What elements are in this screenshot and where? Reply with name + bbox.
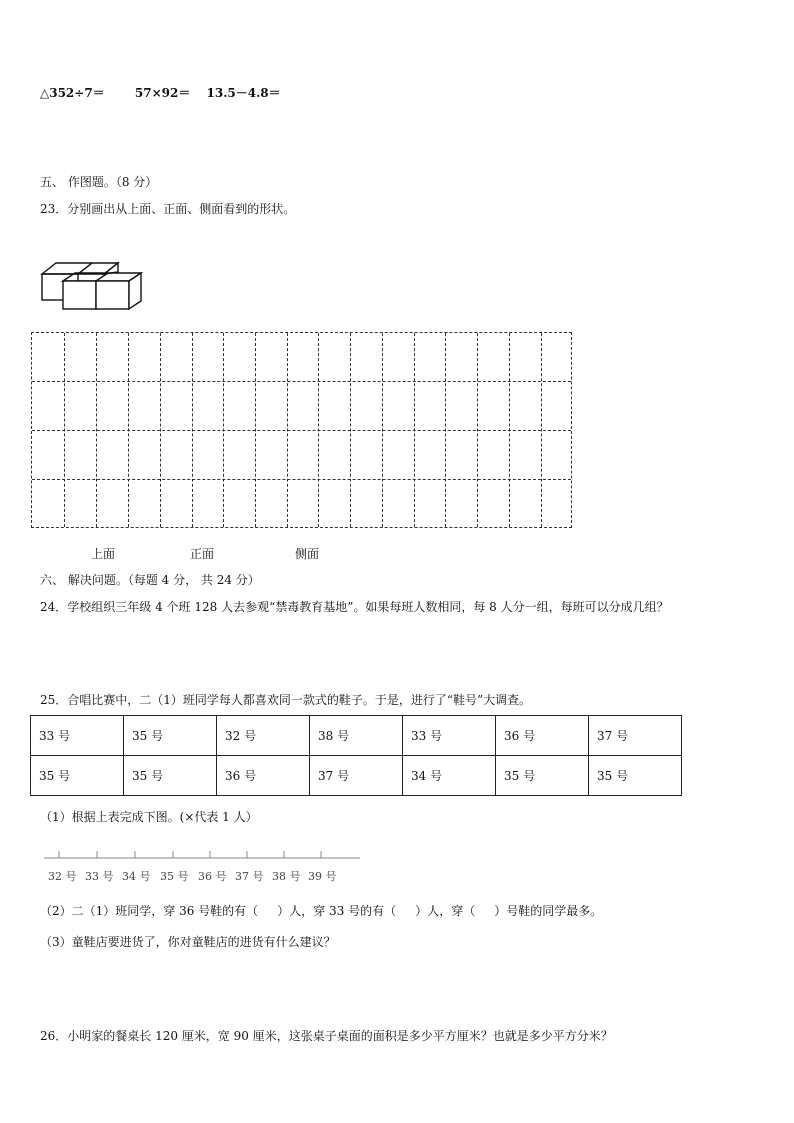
question-25-sub2: （2）二（1）班同学，穿 36 号鞋的有（ ）人，穿 33 号的有（ ）人，穿（ ）号鞋的同学最多。 (40, 904, 603, 918)
section-6-heading: 六、 解决问题。（每题 4 分， 共 24 分） (40, 573, 260, 587)
calc-item-1: △352÷7＝ (40, 86, 105, 100)
table-cell: 37 号 (310, 756, 403, 796)
number-line (44, 848, 364, 862)
table-cell: 34 号 (403, 756, 496, 796)
table-cell: 35 号 (496, 756, 589, 796)
tick-label: 35 号 (160, 870, 189, 883)
table-row (31, 756, 682, 796)
cube-figure (38, 258, 144, 312)
tick-label: 32 号 (48, 870, 77, 883)
table-cell: 35 号 (589, 756, 682, 796)
calc-item-2: 57×92＝ (134, 86, 191, 100)
table-cell: 33 号 (31, 716, 124, 756)
question-26-text: 26．小明家的餐桌长 120 厘米，宽 90 厘米，这张桌子桌面的面积是多少平方厘米？也就是多少平方分米？ (40, 1029, 613, 1043)
tick-label: 38 号 (272, 870, 301, 883)
table-cell: 38 号 (310, 716, 403, 756)
question-23-text: 23．分别画出从上面、正面、侧面看到的形状。 (40, 202, 296, 216)
label-top-view: 上面 (91, 547, 116, 561)
label-side-view: 侧面 (295, 547, 320, 561)
table-cell: 36 号 (217, 756, 310, 796)
question-24-text: 24．学校组织三年级 4 个班 128 人去参观“禁毒教育基地”。如果每班人数相同，每 8 人分一组，每班可以分成几组？ (40, 600, 669, 614)
table-cell: 36 号 (496, 716, 589, 756)
shoe-size-table (30, 715, 682, 796)
table-row (31, 716, 682, 756)
table-cell: 32 号 (217, 716, 310, 756)
table-cell: 35 号 (124, 756, 217, 796)
table-cell: 35 号 (124, 716, 217, 756)
calc-item-3: 13.5－4.8＝ (206, 86, 281, 100)
question-25-sub3: （3）童鞋店要进货了，你对童鞋店的进货有什么建议？ (40, 935, 336, 949)
question-25-sub1: （1）根据上表完成下图。(×代表 1 人） (40, 810, 258, 824)
tick-label: 36 号 (198, 870, 227, 883)
table-cell: 35 号 (31, 756, 124, 796)
tick-label: 33 号 (85, 870, 114, 883)
section-5-heading: 五、 作图题。（8 分） (40, 175, 158, 189)
table-cell: 33 号 (403, 716, 496, 756)
tick-label: 34 号 (122, 870, 151, 883)
drawing-grid[interactable] (31, 332, 572, 528)
question-25-text: 25．合唱比赛中，二（1）班同学每人都喜欢同一款式的鞋子。于是，进行了“鞋号”大调查。 (40, 693, 532, 707)
table-cell: 37 号 (589, 716, 682, 756)
label-front-view: 正面 (190, 547, 215, 561)
tick-label: 39 号 (308, 870, 337, 883)
calc-line (40, 84, 281, 101)
tick-label: 37 号 (235, 870, 264, 883)
